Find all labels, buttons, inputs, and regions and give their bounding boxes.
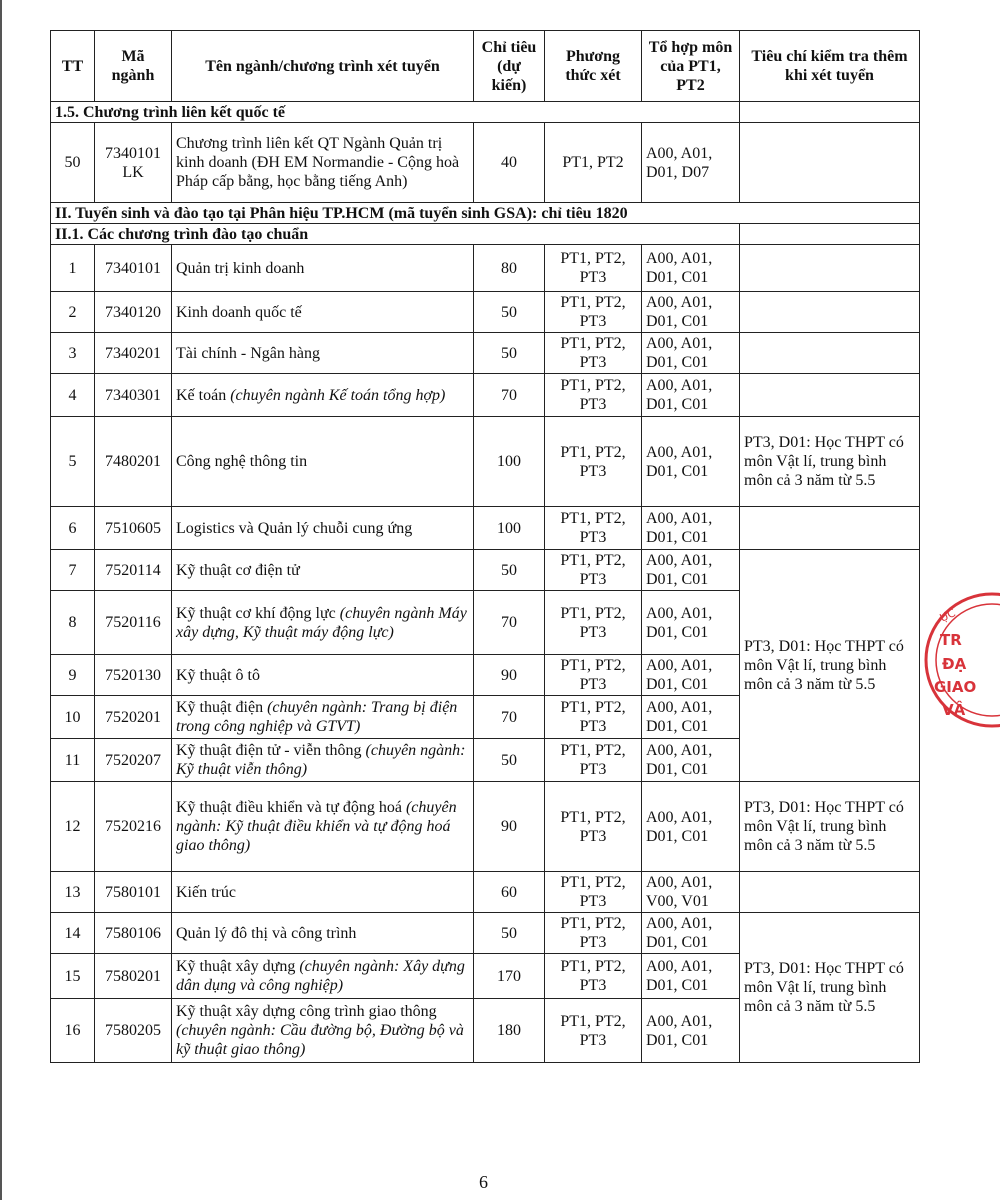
cell-chi-tieu: 170 <box>474 954 545 999</box>
section-row-II <box>51 203 920 224</box>
cell-to-hop: A00, A01, V00, V01 <box>642 872 740 913</box>
cell-to-hop: A00, A01, D01, C01 <box>642 739 740 782</box>
program-name: Logistics và Quản lý chuỗi cung ứng <box>176 519 413 537</box>
red-seal-stamp <box>920 580 977 740</box>
header-tieu-chi: Tiêu chí kiểm tra thêm khi xét tuyển <box>740 31 920 102</box>
cell-tt: 11 <box>51 739 95 782</box>
cell-tt: 9 <box>51 655 95 696</box>
cell-chi-tieu: 60 <box>474 872 545 913</box>
table-row <box>51 417 920 507</box>
table-row <box>51 245 920 292</box>
cell-ten-nganh <box>172 245 474 292</box>
table-row <box>51 333 920 374</box>
svg-text:TR: TR <box>940 631 962 649</box>
header-ten-nganh: Tên ngành/chương trình xét tuyển <box>172 31 474 102</box>
cell-ma-nganh: 7480201 <box>95 417 172 507</box>
header-tt: TT <box>51 31 95 102</box>
program-rows <box>51 245 920 1063</box>
cell-chi-tieu: 90 <box>474 655 545 696</box>
cell-ma-nganh: 7580106 <box>95 913 172 954</box>
svg-text:ỤC: ỤC <box>937 606 958 625</box>
program-name: Kỹ thuật xây dựng <box>176 958 296 975</box>
program-name: Kiến trúc <box>176 883 236 901</box>
cell-tt: 10 <box>51 696 95 739</box>
cell-to-hop: A00, A01, D01, C01 <box>642 507 740 550</box>
cell-ten-nganh <box>172 782 474 872</box>
cell-phuong-thuc: PT1, PT2, PT3 <box>545 999 642 1063</box>
page-left-edge <box>0 0 2 1200</box>
cell-phuong-thuc: PT1, PT2, PT3 <box>545 954 642 999</box>
cell-tt: 8 <box>51 591 95 655</box>
cell-tt: 15 <box>51 954 95 999</box>
cell-ten-nganh <box>172 913 474 954</box>
cell-tieu-chi <box>740 374 920 417</box>
cell-chi-tieu: 100 <box>474 417 545 507</box>
cell-to-hop: A00, A01, D01, C01 <box>642 954 740 999</box>
cell-tieu-chi <box>740 292 920 333</box>
cell-chi-tieu: 70 <box>474 591 545 655</box>
cell-ma-nganh: 7340301 <box>95 374 172 417</box>
cell-chi-tieu: 80 <box>474 245 545 292</box>
program-name: Kế toán <box>176 386 227 404</box>
cell-tieu-chi: PT3, D01: Học THPT có môn Vật lí, trung bình môn cả 3 năm từ 5.5 <box>740 417 920 507</box>
cell-phuong-thuc: PT1, PT2, PT3 <box>545 374 642 417</box>
cell-tt: 5 <box>51 417 95 507</box>
program-name: Kinh doanh quốc tế <box>176 303 302 321</box>
cell-chi-tieu: 180 <box>474 999 545 1063</box>
cell-tt: 6 <box>51 507 95 550</box>
header-phuong-thuc: Phương thức xét <box>545 31 642 102</box>
cell-ma-nganh: 7520114 <box>95 550 172 591</box>
cell-to-hop: A00, A01, D01, D07 <box>642 123 740 203</box>
program-name: Kỹ thuật điện <box>176 699 264 716</box>
program-note: (chuyên ngành Máy xây dựng, Kỹ thuật máy động lực) <box>176 604 467 641</box>
cell-tieu-chi <box>740 123 920 203</box>
cell-ten-nganh <box>172 292 474 333</box>
cell-ten-nganh <box>172 739 474 782</box>
cell-tt: 7 <box>51 550 95 591</box>
cell-ma-nganh: 7520207 <box>95 739 172 782</box>
cell-chi-tieu: 100 <box>474 507 545 550</box>
section-title: II. Tuyển sinh và đào tạo tại Phân hiệu TP.HCM (mã tuyển sinh GSA): chỉ tiêu 1820 <box>51 203 920 224</box>
cell-to-hop: A00, A01, D01, C01 <box>642 417 740 507</box>
cell-phuong-thuc: PT1, PT2, PT3 <box>545 292 642 333</box>
empty-cell <box>740 102 920 123</box>
cell-tieu-chi: PT3, D01: Học THPT có môn Vật lí, trung bình môn cả 3 năm từ 5.5 <box>740 782 920 872</box>
program-note: (chuyên ngành: Xây dựng dân dụng và công nghiệp) <box>176 958 465 994</box>
table-row <box>51 123 920 203</box>
cell-chi-tieu: 70 <box>474 374 545 417</box>
cell-ma-nganh: 7340101 LK <box>95 123 172 203</box>
cell-chi-tieu: 50 <box>474 333 545 374</box>
program-name: Kỹ thuật cơ khí động lực <box>176 604 336 622</box>
program-name: Kỹ thuật ô tô <box>176 666 260 684</box>
program-name: Quản trị kinh doanh <box>176 259 305 277</box>
table-row <box>51 550 920 591</box>
cell-tt: 13 <box>51 872 95 913</box>
cell-tieu-chi <box>740 245 920 292</box>
cell-phuong-thuc: PT1, PT2, PT3 <box>545 333 642 374</box>
cell-ten-nganh <box>172 954 474 999</box>
cell-ten-nganh <box>172 374 474 417</box>
cell-to-hop: A00, A01, D01, C01 <box>642 550 740 591</box>
cell-ten-nganh <box>172 333 474 374</box>
program-name: Kỹ thuật điều khiển và tự động hoá <box>176 799 402 816</box>
cell-tieu-chi <box>740 333 920 374</box>
cell-chi-tieu: 50 <box>474 550 545 591</box>
program-note: (chuyên ngành: Trang bị điện trong công nghiệp và GTVT) <box>176 699 458 735</box>
program-name: Công nghệ thông tin <box>176 453 308 470</box>
program-note: (chuyên ngành: Cầu đường bộ, Đường bộ và kỹ thuật giao thông) <box>176 1022 464 1058</box>
cell-ma-nganh: 7520216 <box>95 782 172 872</box>
cell-to-hop: A00, A01, D01, C01 <box>642 696 740 739</box>
cell-ten-nganh <box>172 696 474 739</box>
cell-phuong-thuc: PT1, PT2, PT3 <box>545 550 642 591</box>
table-row <box>51 913 920 954</box>
cell-tt: 1 <box>51 245 95 292</box>
cell-ten-nganh <box>172 550 474 591</box>
cell-tt: 12 <box>51 782 95 872</box>
cell-ma-nganh: 7520201 <box>95 696 172 739</box>
cell-to-hop: A00, A01, D01, C01 <box>642 655 740 696</box>
cell-tieu-chi: PT3, D01: Học THPT có môn Vật lí, trung bình môn cả 3 năm từ 5.5 <box>740 550 920 782</box>
cell-to-hop: A00, A01, D01, C01 <box>642 374 740 417</box>
cell-ma-nganh: 7510605 <box>95 507 172 550</box>
admission-table <box>50 30 920 1063</box>
header-ma-nganh: Mã ngành <box>95 31 172 102</box>
cell-phuong-thuc: PT1, PT2, PT3 <box>545 417 642 507</box>
svg-text:VẬ: VẬ <box>942 701 966 719</box>
program-name: Quản lý đô thị và công trình <box>176 924 357 942</box>
section-row-II-1 <box>51 224 920 245</box>
cell-chi-tieu: 50 <box>474 292 545 333</box>
cell-to-hop: A00, A01, D01, C01 <box>642 913 740 954</box>
cell-ma-nganh: 7580101 <box>95 872 172 913</box>
header-chi-tieu: Chỉ tiêu (dự kiến) <box>474 31 545 102</box>
table-row <box>51 507 920 550</box>
table-row <box>51 374 920 417</box>
cell-phuong-thuc: PT1, PT2, PT3 <box>545 739 642 782</box>
cell-tt: 16 <box>51 999 95 1063</box>
cell-ten-nganh <box>172 591 474 655</box>
cell-chi-tieu: 70 <box>474 696 545 739</box>
cell-ten-nganh <box>172 655 474 696</box>
cell-tt: 3 <box>51 333 95 374</box>
cell-to-hop: A00, A01, D01, C01 <box>642 333 740 374</box>
cell-tt: 14 <box>51 913 95 954</box>
section-title: 1.5. Chương trình liên kết quốc tế <box>51 102 740 123</box>
cell-phuong-thuc: PT1, PT2, PT3 <box>545 872 642 913</box>
page-number: 6 <box>479 1172 488 1192</box>
cell-phuong-thuc: PT1, PT2, PT3 <box>545 591 642 655</box>
cell-tieu-chi <box>740 872 920 913</box>
cell-tt: 50 <box>51 123 95 203</box>
program-name: Kỹ thuật điện tử - viễn thông <box>176 742 362 759</box>
cell-to-hop: A00, A01, D01, C01 <box>642 591 740 655</box>
cell-chi-tieu: 90 <box>474 782 545 872</box>
header-to-hop: Tổ hợp môn của PT1, PT2 <box>642 31 740 102</box>
cell-ma-nganh: 7580201 <box>95 954 172 999</box>
cell-to-hop: A00, A01, D01, C01 <box>642 292 740 333</box>
program-note: (chuyên ngành: Kỹ thuật viễn thông) <box>176 742 466 778</box>
cell-tieu-chi: PT3, D01: Học THPT có môn Vật lí, trung bình môn cả 3 năm từ 5.5 <box>740 913 920 1063</box>
cell-ma-nganh: 7340201 <box>95 333 172 374</box>
cell-tieu-chi <box>740 507 920 550</box>
cell-phuong-thuc: PT1, PT2, PT3 <box>545 782 642 872</box>
cell-ten-nganh <box>172 872 474 913</box>
cell-phuong-thuc: PT1, PT2, PT3 <box>545 696 642 739</box>
cell-phuong-thuc: PT1, PT2, PT3 <box>545 507 642 550</box>
cell-ma-nganh: 7520116 <box>95 591 172 655</box>
section-title: II.1. Các chương trình đào tạo chuẩn <box>51 224 740 245</box>
cell-phuong-thuc: PT1, PT2, PT3 <box>545 913 642 954</box>
program-name: Kỹ thuật xây dựng công trình giao thông <box>176 1003 437 1020</box>
cell-chi-tieu: 50 <box>474 913 545 954</box>
table-row <box>51 782 920 872</box>
cell-ten-nganh <box>172 417 474 507</box>
cell-to-hop: A00, A01, D01, C01 <box>642 999 740 1063</box>
program-note: (chuyên ngành Kế toán tổng hợp) <box>230 386 446 404</box>
cell-to-hop: A00, A01, D01, C01 <box>642 782 740 872</box>
cell-ten-nganh: Chương trình liên kết QT Ngành Quản trị kinh doanh (ĐH EM Normandie - Cộng hoà Pháp cấp bằng, học bằng tiếng Anh) <box>172 123 474 203</box>
svg-text:ĐẠ: ĐẠ <box>942 655 967 673</box>
table-row <box>51 292 920 333</box>
cell-tt: 4 <box>51 374 95 417</box>
section-row-1-5 <box>51 102 920 123</box>
cell-tt: 2 <box>51 292 95 333</box>
program-name: Kỹ thuật cơ điện tử <box>176 561 300 579</box>
cell-ma-nganh: 7340120 <box>95 292 172 333</box>
cell-ten-nganh <box>172 507 474 550</box>
empty-cell <box>740 224 920 245</box>
cell-ma-nganh: 7340101 <box>95 245 172 292</box>
cell-ten-nganh <box>172 999 474 1063</box>
table-row <box>51 872 920 913</box>
cell-ma-nganh: 7580205 <box>95 999 172 1063</box>
cell-ma-nganh: 7520130 <box>95 655 172 696</box>
svg-text:GIAO: GIAO <box>934 678 977 696</box>
cell-phuong-thuc: PT1, PT2, PT3 <box>545 245 642 292</box>
program-name: Tài chính - Ngân hàng <box>176 344 320 362</box>
program-note: (chuyên ngành: Kỹ thuật điều khiển và tự động hoá giao thông) <box>176 799 457 854</box>
cell-chi-tieu: 50 <box>474 739 545 782</box>
cell-phuong-thuc: PT1, PT2 <box>545 123 642 203</box>
cell-phuong-thuc: PT1, PT2, PT3 <box>545 655 642 696</box>
table-header-row <box>51 31 920 102</box>
cell-to-hop: A00, A01, D01, C01 <box>642 245 740 292</box>
cell-chi-tieu: 40 <box>474 123 545 203</box>
